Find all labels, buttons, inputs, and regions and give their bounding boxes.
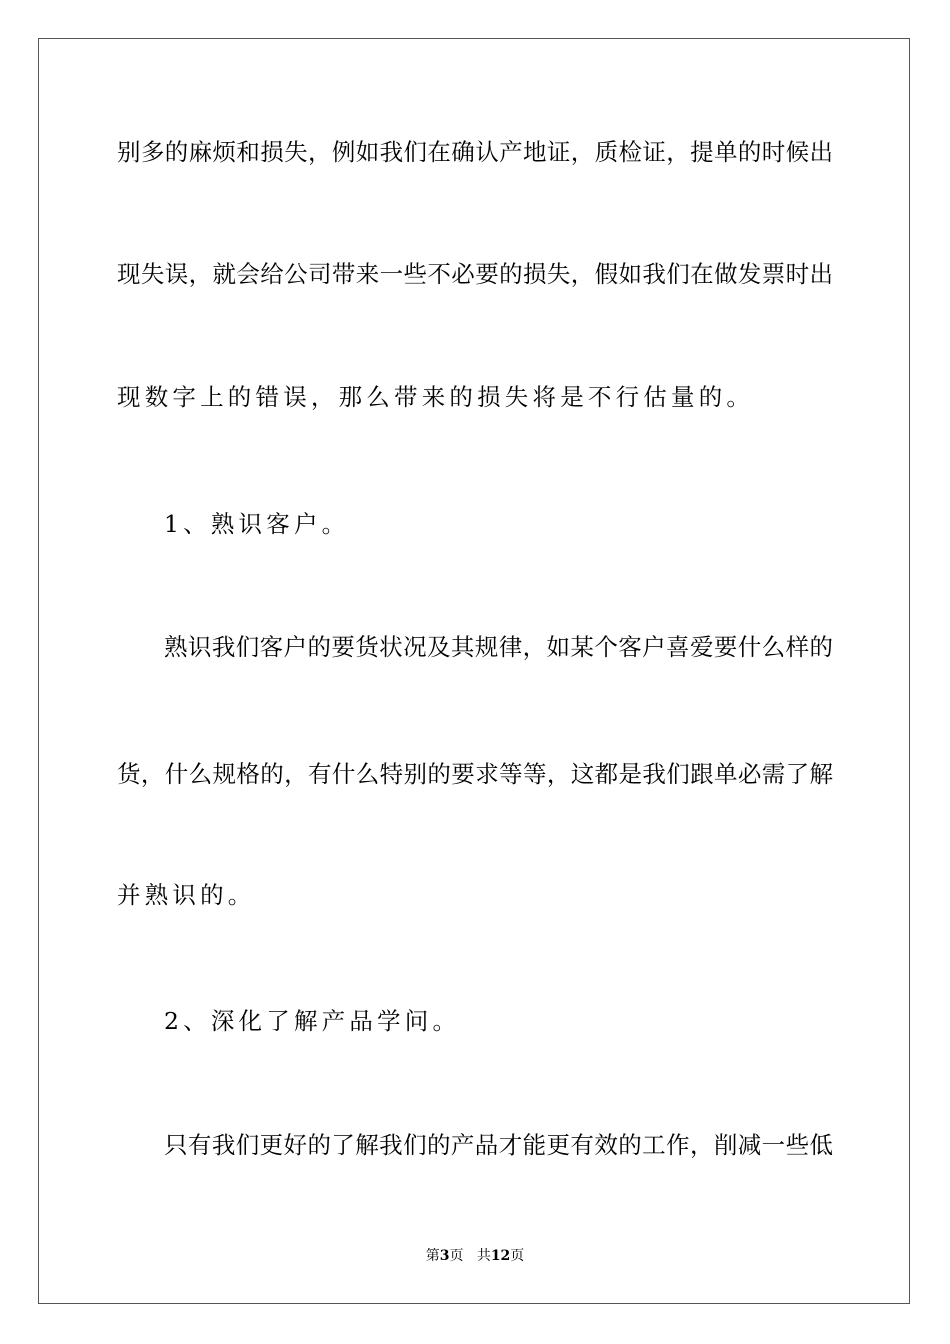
footer-page-suffix: 页 [449, 1248, 464, 1264]
footer-total-suffix: 页 [510, 1248, 525, 1264]
heading-familiar-customers: 1、熟识客户。 [164, 510, 350, 538]
page-border [38, 38, 910, 1304]
heading-product-knowledge: 2、深化了解产品学问。 [164, 1007, 461, 1035]
footer-page-number: 3 [439, 1248, 450, 1264]
footer-total-prefix: 共 [476, 1248, 491, 1264]
footer-total-pages: 12 [490, 1248, 511, 1264]
body-line-9: 只有我们更好的了解我们的产品才能更有效的工作，削减一些低 [164, 1131, 833, 1159]
body-line-5: 熟识我们客户的要货状况及其规律，如某个客户喜爱要什么样的 [164, 633, 833, 661]
body-line-3: 现数字上的错误，那么带来的损失将是不行估量的。 [117, 383, 755, 411]
body-line-7: 并熟识的。 [117, 881, 256, 909]
body-line-2: 现失误，就会给公司带来一些不必要的损失，假如我们在做发票时出 [117, 260, 833, 288]
body-line-1: 别多的麻烦和损失，例如我们在确认产地证，质检证，提单的时候出 [117, 138, 833, 166]
footer-page-prefix: 第 [425, 1248, 440, 1264]
body-line-6: 货，什么规格的，有什么特别的要求等等，这都是我们跟单必需了解 [117, 760, 833, 788]
page-footer [0, 1247, 950, 1265]
